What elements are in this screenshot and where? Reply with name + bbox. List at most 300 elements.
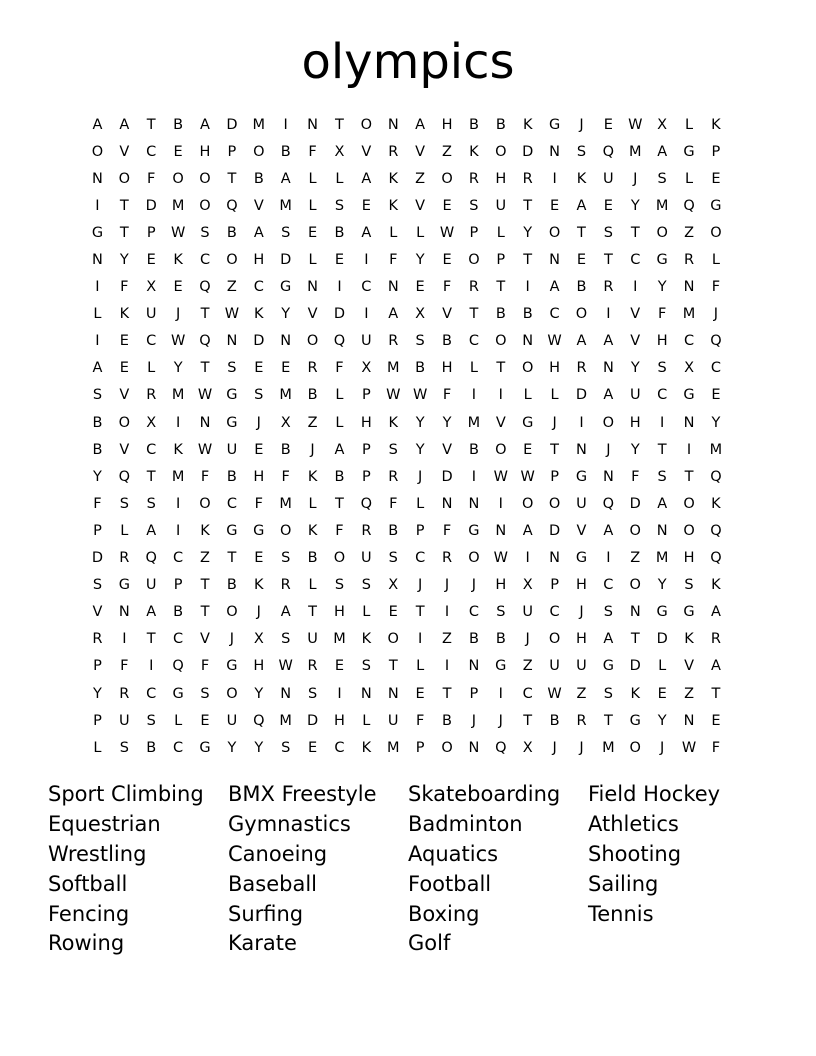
grid-letter: T	[657, 441, 667, 458]
grid-letter: X	[522, 739, 533, 756]
grid-letter: E	[307, 224, 318, 241]
grid-letter: F	[308, 143, 317, 160]
grid-letter: T	[684, 468, 694, 485]
grid-letter: G	[199, 739, 211, 756]
grid-letter: P	[469, 685, 479, 702]
grid-letter: K	[469, 143, 479, 160]
grid-letter: G	[656, 604, 668, 621]
grid-letter: F	[389, 252, 398, 269]
grid-letter: D	[333, 306, 346, 323]
grid-letter: K	[388, 197, 398, 214]
grid-letter: Q	[710, 468, 722, 485]
grid-letter: Q	[145, 550, 157, 567]
grid-letter: E	[415, 279, 425, 296]
grid-letter: K	[361, 739, 372, 756]
grid-letter: F	[335, 360, 344, 377]
grid-letter: Q	[710, 333, 722, 350]
grid-letter: S	[281, 550, 291, 567]
grid-letter: K	[173, 252, 183, 269]
grid-letter: E	[119, 360, 129, 377]
grid-letter: G	[91, 224, 104, 241]
grid-letter: R	[388, 468, 399, 485]
grid-letter: N	[576, 441, 587, 458]
grid-letter: A	[603, 387, 614, 404]
grid-letter: L	[658, 658, 667, 675]
grid-letter: R	[307, 658, 318, 675]
grid-letter: Q	[199, 333, 211, 350]
grid-letter: J	[310, 441, 315, 458]
grid-letter: J	[175, 306, 181, 323]
grid-letter: G	[226, 522, 238, 539]
grid-letter: B	[549, 712, 560, 729]
grid-letter: E	[173, 143, 183, 160]
grid-letter: J	[579, 116, 584, 133]
grid-letter: I	[175, 522, 181, 539]
grid-letter: J	[552, 414, 557, 431]
grid-letter: G	[683, 143, 695, 160]
grid-letter: W	[197, 387, 213, 404]
grid-letter: Y	[415, 441, 425, 458]
grid-letter: M	[171, 197, 185, 214]
grid-letter: J	[579, 739, 584, 756]
grid-letter: Y	[254, 685, 264, 702]
grid-letter: Q	[360, 495, 373, 512]
grid-letter: J	[633, 170, 638, 187]
grid-letter: S	[657, 170, 667, 187]
grid-letter: B	[307, 387, 318, 404]
grid-letter: N	[549, 143, 561, 160]
grid-letter: T	[496, 279, 506, 296]
grid-letter: O	[360, 116, 373, 133]
grid-letter: I	[606, 306, 611, 323]
grid-letter: I	[498, 685, 503, 702]
grid-letter: S	[361, 658, 371, 675]
grid-letter: Y	[415, 252, 425, 269]
grid-letter: Y	[657, 577, 667, 594]
grid-letter: Q	[602, 495, 615, 512]
grid-letter: I	[337, 279, 342, 296]
grid-letter: S	[388, 441, 398, 458]
grid-letter: N	[683, 712, 695, 729]
grid-letter: I	[471, 468, 477, 485]
word-list-item: Football	[408, 871, 492, 896]
grid-letter: S	[415, 333, 425, 350]
grid-letter: W	[224, 306, 240, 323]
grid-letter: P	[469, 224, 479, 241]
grid-letter: G	[575, 468, 588, 485]
grid-letter: K	[254, 577, 264, 594]
grid-letter: L	[308, 252, 317, 269]
grid-letter: U	[495, 197, 507, 214]
grid-letter: B	[226, 577, 237, 594]
grid-letter: V	[630, 306, 641, 323]
grid-letter: R	[146, 387, 157, 404]
grid-letter: S	[657, 360, 667, 377]
grid-letter: Q	[199, 279, 211, 296]
grid-letter: N	[522, 333, 534, 350]
grid-letter: Q	[710, 550, 722, 567]
grid-letter: F	[631, 468, 640, 485]
grid-letter: N	[360, 685, 372, 702]
word-list-item: Boxing	[408, 901, 480, 926]
grid-letter: E	[254, 550, 264, 567]
word-list-item: Aquatics	[408, 841, 499, 866]
grid-letter: G	[602, 658, 614, 675]
grid-letter: P	[93, 522, 102, 539]
grid-letter: V	[253, 197, 264, 214]
grid-letter: S	[657, 468, 667, 485]
grid-letter: R	[361, 522, 372, 539]
grid-letter: O	[118, 170, 131, 187]
grid-letter: O	[683, 522, 695, 539]
grid-letter: F	[442, 522, 452, 539]
grid-letter: D	[656, 631, 668, 648]
grid-letter: L	[416, 658, 425, 675]
grid-letter: B	[334, 468, 345, 485]
grid-letter: A	[388, 306, 399, 323]
grid-letter: L	[416, 224, 425, 241]
grid-letter: D	[226, 116, 238, 133]
grid-letter: T	[442, 685, 452, 702]
grid-letter: O	[629, 739, 641, 756]
grid-letter: W	[197, 441, 213, 458]
grid-letter: K	[388, 414, 398, 431]
grid-letter: E	[388, 604, 398, 621]
grid-letter: A	[576, 333, 587, 350]
grid-letter: N	[387, 116, 399, 133]
grid-letter: A	[657, 495, 668, 512]
grid-letter: L	[308, 577, 317, 594]
grid-letter: A	[200, 116, 210, 133]
word-list-item: Badminton	[408, 811, 523, 836]
word-list-item: Tennis	[588, 901, 654, 926]
grid-letter: B	[334, 224, 345, 241]
grid-letter: B	[576, 279, 587, 296]
grid-letter: U	[145, 306, 157, 323]
grid-letter: I	[525, 550, 530, 567]
grid-letter: O	[199, 495, 211, 512]
grid-letter: T	[146, 631, 156, 648]
grid-letter: R	[576, 712, 587, 729]
grid-letter: A	[549, 279, 560, 296]
grid-letter: V	[92, 604, 103, 621]
grid-letter: D	[549, 522, 561, 539]
grid-letter: J	[606, 441, 611, 458]
grid-letter: K	[119, 306, 130, 323]
grid-letter: H	[576, 631, 587, 648]
grid-letter: F	[415, 712, 425, 729]
grid-letter: M	[682, 306, 696, 323]
grid-letter: Q	[172, 658, 184, 675]
grid-letter: E	[173, 279, 183, 296]
word-list-item: Softball	[48, 871, 128, 896]
grid-letter: H	[334, 604, 345, 621]
grid-letter: A	[146, 604, 157, 621]
grid-letter: L	[684, 170, 694, 187]
grid-letter: B	[468, 631, 479, 648]
grid-letter: A	[603, 333, 614, 350]
grid-letter: Y	[630, 360, 640, 377]
grid-letter: M	[386, 360, 400, 377]
grid-letter: O	[468, 550, 480, 567]
grid-letter: K	[200, 522, 210, 539]
grid-letter: W	[628, 116, 643, 133]
grid-letter: A	[710, 604, 721, 621]
grid-letter: T	[630, 224, 640, 241]
grid-letter: I	[337, 685, 342, 702]
grid-letter: I	[175, 414, 181, 431]
grid-letter: D	[91, 550, 104, 567]
grid-letter: N	[118, 604, 130, 621]
grid-letter: T	[227, 170, 237, 187]
grid-letter: D	[253, 333, 265, 350]
grid-letter: S	[92, 387, 103, 404]
grid-letter: F	[120, 279, 129, 296]
grid-letter: D	[522, 143, 534, 160]
grid-letter: P	[361, 468, 371, 485]
grid-letter: B	[173, 116, 184, 133]
grid-letter: X	[657, 116, 668, 133]
grid-letter: U	[387, 712, 399, 729]
grid-letter: U	[576, 658, 587, 675]
grid-letter: X	[146, 279, 157, 296]
grid-letter: L	[335, 387, 344, 404]
grid-letter: M	[655, 197, 669, 214]
grid-letter: Y	[442, 414, 452, 431]
grid-letter: O	[468, 252, 480, 269]
grid-letter: S	[119, 739, 129, 756]
grid-letter: Y	[254, 739, 264, 756]
grid-letter: C	[549, 604, 560, 621]
word-list-item: Field Hockey	[588, 782, 721, 806]
grid-letter: R	[119, 550, 130, 567]
grid-letter: G	[710, 197, 722, 214]
grid-letter: G	[468, 522, 480, 539]
grid-letter: P	[227, 143, 237, 160]
grid-letter: I	[122, 631, 127, 648]
grid-letter: W	[681, 739, 697, 756]
grid-letter: M	[279, 387, 292, 404]
grid-letter: I	[149, 658, 154, 675]
grid-letter: I	[95, 197, 100, 214]
grid-letter: L	[308, 495, 317, 512]
grid-letter: H	[683, 550, 695, 567]
grid-letter: K	[711, 495, 721, 512]
grid-letter: Z	[522, 658, 533, 675]
grid-letter: T	[227, 550, 237, 567]
grid-letter: H	[495, 170, 507, 187]
grid-letter: A	[334, 441, 345, 458]
grid-letter: F	[281, 468, 290, 485]
grid-letter: O	[521, 495, 534, 512]
grid-letter: H	[629, 414, 641, 431]
grid-letter: N	[468, 658, 480, 675]
grid-letter: H	[334, 712, 345, 729]
grid-letter: N	[280, 333, 292, 350]
grid-letter: X	[361, 360, 372, 377]
grid-letter: E	[254, 441, 264, 458]
grid-letter: N	[387, 279, 399, 296]
grid-letter: B	[173, 604, 184, 621]
grid-letter: U	[307, 631, 318, 648]
grid-letter: E	[334, 252, 345, 269]
grid-letter: S	[496, 604, 506, 621]
grid-letter: G	[280, 279, 292, 296]
grid-letter: N	[495, 522, 507, 539]
grid-letter: L	[684, 116, 694, 133]
grid-letter: V	[119, 441, 130, 458]
grid-letter: A	[92, 116, 103, 133]
grid-letter: M	[171, 387, 185, 404]
grid-letter: R	[468, 170, 479, 187]
grid-letter: D	[629, 658, 641, 675]
grid-letter: R	[388, 143, 399, 160]
grid-letter: V	[630, 333, 641, 350]
grid-letter: L	[711, 252, 720, 269]
grid-letter: C	[173, 739, 184, 756]
grid-letter: L	[93, 306, 102, 323]
grid-letter: G	[548, 116, 561, 133]
grid-letter: N	[549, 252, 561, 269]
grid-letter: V	[119, 387, 130, 404]
grid-letter: S	[200, 685, 210, 702]
grid-letter: G	[683, 604, 695, 621]
word-list-item: Shooting	[588, 841, 682, 866]
grid-letter: T	[415, 604, 425, 621]
grid-letter: C	[630, 252, 641, 269]
grid-letter: J	[444, 577, 450, 594]
grid-letter: E	[200, 712, 210, 729]
grid-letter: H	[576, 577, 587, 594]
grid-letter: C	[146, 143, 157, 160]
grid-letter: H	[253, 658, 265, 675]
grid-letter: O	[279, 522, 292, 539]
grid-letter: P	[415, 522, 425, 539]
grid-letter: C	[683, 333, 695, 350]
grid-letter: Y	[630, 197, 640, 214]
grid-letter: L	[362, 604, 371, 621]
grid-letter: I	[633, 279, 638, 296]
grid-letter: E	[603, 197, 613, 214]
grid-letter: T	[119, 197, 129, 214]
grid-letter: F	[335, 522, 344, 539]
grid-letter: Y	[93, 468, 102, 485]
word-list-item: Rowing	[48, 931, 125, 956]
grid-letter: Z	[307, 414, 318, 431]
grid-letter: C	[146, 333, 157, 350]
grid-letter: P	[93, 712, 102, 729]
grid-letter: K	[307, 522, 318, 539]
grid-letter: S	[200, 224, 210, 241]
grid-letter: R	[307, 360, 318, 377]
grid-letter: O	[333, 550, 346, 567]
grid-letter: R	[388, 333, 399, 350]
grid-letter: G	[575, 550, 588, 567]
grid-letter: Y	[415, 414, 425, 431]
grid-letter: F	[711, 279, 721, 296]
grid-letter: H	[253, 252, 265, 269]
grid-letter: U	[145, 577, 157, 594]
grid-letter: Y	[711, 414, 721, 431]
grid-letter: M	[629, 143, 642, 160]
grid-letter: U	[361, 550, 372, 567]
grid-letter: U	[576, 495, 587, 512]
grid-letter: V	[119, 143, 130, 160]
grid-letter: E	[550, 197, 560, 214]
grid-letter: H	[360, 414, 372, 431]
grid-letter: A	[280, 170, 291, 187]
grid-letter: V	[442, 306, 452, 323]
grid-letter: O	[441, 170, 453, 187]
grid-letter: H	[253, 468, 265, 485]
grid-letter: F	[93, 495, 102, 512]
grid-letter: B	[253, 170, 264, 187]
grid-letter: T	[496, 360, 506, 377]
grid-letter: Y	[227, 739, 237, 756]
grid-letter: O	[306, 333, 319, 350]
grid-letter: A	[280, 604, 291, 621]
grid-letter: N	[549, 550, 561, 567]
grid-letter: T	[146, 116, 156, 133]
grid-letter: Z	[442, 631, 452, 648]
grid-letter: O	[226, 685, 238, 702]
word-list-item: Fencing	[48, 901, 130, 926]
grid-letter: G	[118, 577, 130, 594]
grid-letter: H	[441, 116, 453, 133]
grid-letter: P	[173, 577, 183, 594]
grid-letter: U	[629, 387, 641, 404]
grid-letter: L	[120, 522, 129, 539]
grid-letter: I	[417, 631, 423, 648]
grid-letter: S	[603, 224, 613, 241]
grid-letter: N	[441, 495, 453, 512]
grid-letter: G	[253, 522, 265, 539]
grid-letter: A	[253, 224, 264, 241]
grid-letter: C	[173, 631, 184, 648]
grid-letter: P	[711, 143, 721, 160]
grid-letter: O	[253, 143, 265, 160]
grid-letter: C	[522, 685, 533, 702]
grid-letter: Z	[684, 224, 694, 241]
grid-letter: O	[172, 170, 184, 187]
grid-letter: O	[226, 252, 238, 269]
grid-letter: O	[602, 414, 615, 431]
grid-letter: X	[415, 306, 426, 323]
grid-letter: P	[415, 739, 425, 756]
grid-letter: W	[547, 685, 562, 702]
grid-letter: C	[468, 333, 479, 350]
grid-letter: I	[364, 306, 369, 323]
grid-letter: C	[334, 739, 345, 756]
grid-letter: X	[684, 360, 694, 377]
word-list-item: Skateboarding	[408, 782, 561, 806]
grid-letter: K	[684, 631, 694, 648]
grid-letter: S	[227, 360, 237, 377]
grid-letter: C	[468, 604, 479, 621]
grid-letter: M	[279, 197, 292, 214]
grid-letter: P	[361, 441, 371, 458]
grid-letter: O	[118, 414, 131, 431]
grid-letter: W	[493, 468, 508, 485]
grid-letter: W	[439, 224, 455, 241]
grid-letter: I	[498, 495, 503, 512]
grid-letter: G	[226, 387, 238, 404]
grid-letter: N	[387, 685, 399, 702]
grid-letter: Y	[281, 306, 291, 323]
grid-letter: A	[522, 522, 533, 539]
grid-letter: M	[333, 631, 346, 648]
grid-letter: U	[226, 441, 238, 458]
